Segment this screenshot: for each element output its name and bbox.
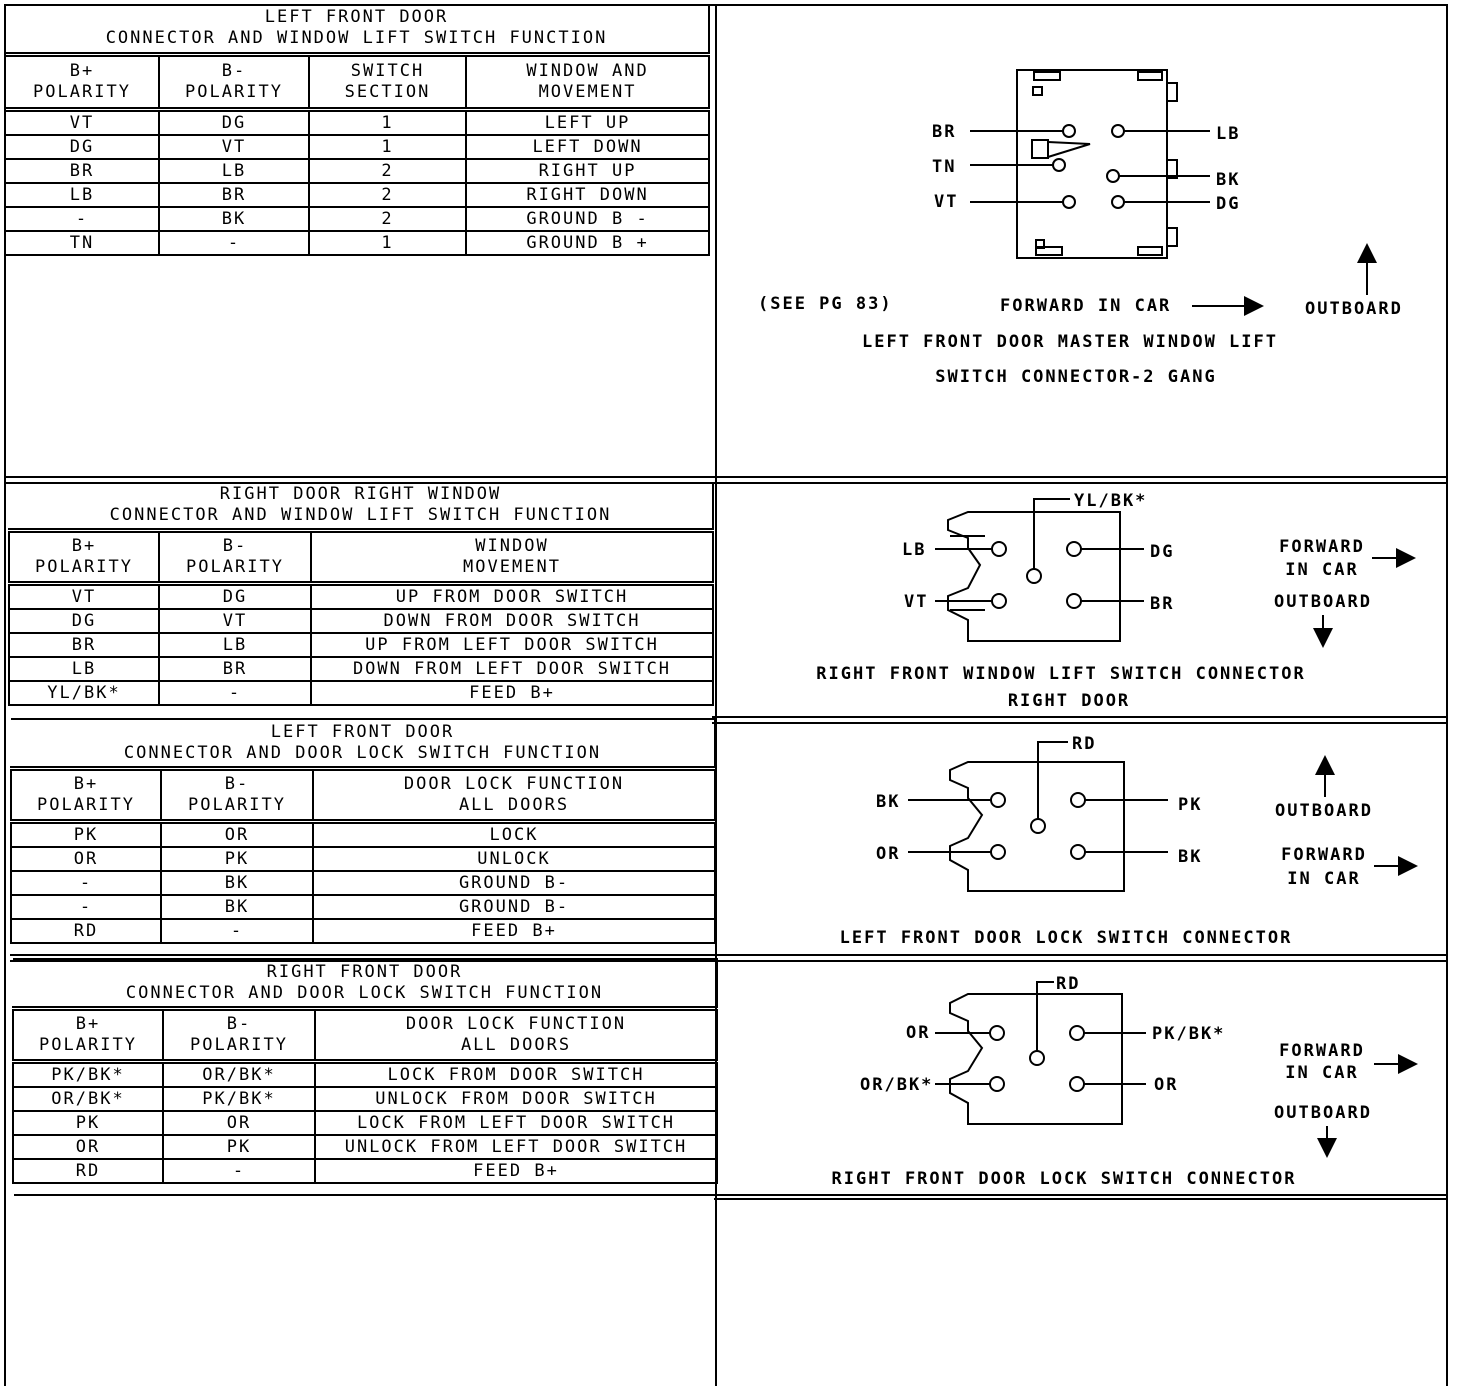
header-polarity: POLARITY — [37, 795, 135, 815]
cell: - — [163, 1159, 315, 1183]
label-tn: TN — [932, 157, 957, 177]
cell: - — [5, 207, 159, 231]
outboard-label: OUTBOARD — [1275, 801, 1373, 821]
cell: FEED B+ — [315, 1159, 717, 1183]
header-window-and: WINDOW AND — [526, 61, 649, 81]
cell: RD — [13, 1159, 163, 1183]
pin-or — [991, 845, 1005, 859]
cell: DOWN FROM DOOR SWITCH — [311, 609, 713, 633]
see-page-note: (SEE PG 83) — [758, 294, 893, 314]
label-pk-bk: PK/BK* — [1152, 1024, 1226, 1044]
in-car-label: IN CAR — [1285, 560, 1359, 580]
cell: PK/BK* — [163, 1087, 315, 1111]
diagram4-caption: RIGHT FRONT DOOR LOCK SWITCH CONNECTOR — [831, 1169, 1297, 1189]
cell: OR — [161, 822, 313, 848]
cell: DG — [9, 609, 159, 633]
cell: BR — [159, 657, 311, 681]
header-polarity: POLARITY — [190, 1035, 288, 1055]
cell: BK — [161, 895, 313, 919]
label-rd: RD — [1072, 734, 1097, 754]
label-lb: LB — [902, 540, 927, 560]
label-or: OR — [876, 844, 901, 864]
forward-label: FORWARD — [1281, 845, 1367, 865]
pin-tn — [1053, 159, 1065, 171]
header-polarity: POLARITY — [188, 795, 286, 815]
cell: - — [159, 681, 311, 705]
header-polarity: POLARITY — [35, 557, 133, 577]
forward-label: FORWARD — [1279, 1041, 1365, 1061]
pin-bk-left — [991, 793, 1005, 807]
header-b-minus: B- — [221, 61, 247, 81]
header-switch: SWITCH — [350, 61, 425, 81]
header-all-doors: ALL DOORS — [458, 795, 570, 815]
label-bk-left: BK — [876, 792, 901, 812]
diagram1-caption-2: SWITCH CONNECTOR-2 GANG — [935, 367, 1217, 387]
outboard-label: OUTBOARD — [1305, 299, 1403, 319]
cell: VT — [9, 584, 159, 610]
cell: LB — [159, 633, 311, 657]
header-movement: MOVEMENT — [463, 557, 561, 577]
cell: LB — [9, 657, 159, 681]
outboard-label: OUTBOARD — [1274, 1103, 1372, 1123]
cell: FEED B+ — [313, 919, 715, 943]
cell: LOCK FROM DOOR SWITCH — [315, 1062, 717, 1088]
header-b-plus: B+ — [71, 536, 97, 556]
pin-dg — [1067, 542, 1081, 556]
cell: GROUND B- — [313, 871, 715, 895]
diagram2-caption: RIGHT FRONT WINDOW LIFT SWITCH CONNECTOR — [816, 664, 1306, 684]
header-all-doors: ALL DOORS — [460, 1035, 572, 1055]
cell: - — [11, 895, 161, 919]
pin-or-bk — [990, 1077, 1004, 1091]
label-dg: DG — [1150, 542, 1175, 562]
cell: VT — [159, 135, 309, 159]
header-b-plus: B+ — [75, 1014, 101, 1034]
diagram1-caption: LEFT FRONT DOOR MASTER WINDOW LIFT — [862, 332, 1278, 352]
cell: DG — [159, 584, 311, 610]
cell: 2 — [309, 159, 466, 183]
cell: GROUND B + — [466, 231, 709, 255]
outboard-label: OUTBOARD — [1274, 592, 1372, 612]
table1-title: LEFT FRONT DOOR — [264, 7, 449, 27]
label-lb: LB — [1216, 124, 1241, 144]
cell: OR — [13, 1135, 163, 1159]
pin-yl-bk — [1027, 569, 1041, 583]
label-vt: VT — [934, 192, 959, 212]
label-or-left: OR — [906, 1023, 931, 1043]
cell: YL/BK* — [9, 681, 159, 705]
pin-br — [1063, 125, 1075, 137]
cell: BK — [159, 207, 309, 231]
pin-dg — [1112, 196, 1124, 208]
cell: LOCK — [313, 822, 715, 848]
label-bk: BK — [1216, 170, 1241, 190]
cell: 2 — [309, 183, 466, 207]
pin-vt — [992, 594, 1006, 608]
header-polarity: POLARITY — [39, 1035, 137, 1055]
cell: TN — [5, 231, 159, 255]
cell: BK — [161, 871, 313, 895]
pin-pk-bk — [1070, 1026, 1084, 1040]
cell: LEFT DOWN — [466, 135, 709, 159]
label-or-right: OR — [1154, 1075, 1179, 1095]
cell: BR — [9, 633, 159, 657]
cell: BR — [159, 183, 309, 207]
pin-vt — [1063, 196, 1075, 208]
cell: UNLOCK — [313, 847, 715, 871]
forward-in-car-label: FORWARD IN CAR — [1000, 296, 1172, 316]
label-or-bk: OR/BK* — [860, 1075, 934, 1095]
pin-pk — [1071, 793, 1085, 807]
cell: PK/BK* — [13, 1062, 163, 1088]
in-car-label: IN CAR — [1285, 1063, 1359, 1083]
cell: DG — [159, 110, 309, 136]
pin-or-right — [1070, 1077, 1084, 1091]
cell: GROUND B- — [313, 895, 715, 919]
table2-title: RIGHT DOOR RIGHT WINDOW — [219, 484, 502, 504]
diagram3-caption: LEFT FRONT DOOR LOCK SWITCH CONNECTOR — [839, 928, 1293, 948]
cell: GROUND B - — [466, 207, 709, 231]
label-vt: VT — [904, 592, 929, 612]
cell: 1 — [309, 110, 466, 136]
cell: UP FROM DOOR SWITCH — [311, 584, 713, 610]
table4-subtitle: CONNECTOR AND DOOR LOCK SWITCH FUNCTION — [125, 983, 604, 1003]
table2-subtitle: CONNECTOR AND WINDOW LIFT SWITCH FUNCTION — [109, 505, 612, 525]
in-car-label: IN CAR — [1287, 869, 1361, 889]
pin-bk — [1107, 170, 1119, 182]
cell: VT — [159, 609, 311, 633]
cell: LB — [5, 183, 159, 207]
pin-bk-right — [1071, 845, 1085, 859]
header-door-lock-function: DOOR LOCK FUNCTION — [403, 774, 625, 794]
label-dg: DG — [1216, 194, 1241, 214]
label-yl-bk: YL/BK* — [1074, 491, 1148, 511]
header-polarity: POLARITY — [185, 82, 283, 102]
cell: DOWN FROM LEFT DOOR SWITCH — [311, 657, 713, 681]
cell: - — [161, 919, 313, 943]
header-b-minus: B- — [226, 1014, 252, 1034]
header-b-minus: B- — [224, 774, 250, 794]
cell: UNLOCK FROM DOOR SWITCH — [315, 1087, 717, 1111]
cell: FEED B+ — [311, 681, 713, 705]
cell: OR — [163, 1111, 315, 1135]
table1-subtitle: CONNECTOR AND WINDOW LIFT SWITCH FUNCTION — [105, 28, 608, 48]
cell: RD — [11, 919, 161, 943]
cell: DG — [5, 135, 159, 159]
label-rd: RD — [1056, 974, 1081, 994]
cell: LB — [159, 159, 309, 183]
cell: LEFT UP — [466, 110, 709, 136]
cell: RIGHT UP — [466, 159, 709, 183]
cell: PK — [11, 822, 161, 848]
header-b-minus: B- — [222, 536, 248, 556]
cell: OR/BK* — [163, 1062, 315, 1088]
cell: UNLOCK FROM LEFT DOOR SWITCH — [315, 1135, 717, 1159]
pin-br — [1067, 594, 1081, 608]
label-pk: PK — [1178, 795, 1203, 815]
cell: RIGHT DOWN — [466, 183, 709, 207]
cell: 1 — [309, 135, 466, 159]
cell: PK — [13, 1111, 163, 1135]
pin-rd — [1031, 819, 1045, 833]
header-section: SECTION — [344, 82, 431, 102]
cell: LOCK FROM LEFT DOOR SWITCH — [315, 1111, 717, 1135]
table3-subtitle: CONNECTOR AND DOOR LOCK SWITCH FUNCTION — [123, 743, 602, 763]
cell: - — [11, 871, 161, 895]
table3-title: LEFT FRONT DOOR — [270, 722, 455, 742]
cell: OR — [11, 847, 161, 871]
cell: PK — [161, 847, 313, 871]
header-window: WINDOW — [475, 536, 549, 556]
label-br: BR — [1150, 594, 1175, 614]
pin-lb — [1112, 125, 1124, 137]
label-br: BR — [932, 122, 957, 142]
cell: 2 — [309, 207, 466, 231]
header-b-plus: B+ — [73, 774, 99, 794]
pin-lb — [992, 542, 1006, 556]
header-b-plus: B+ — [69, 61, 95, 81]
cell: PK — [163, 1135, 315, 1159]
table4-title: RIGHT FRONT DOOR — [266, 962, 463, 982]
pin-rd — [1030, 1051, 1044, 1065]
label-bk-right: BK — [1178, 847, 1203, 867]
cell: - — [159, 231, 309, 255]
cell: VT — [5, 110, 159, 136]
diagram2-caption-2: RIGHT DOOR — [1007, 691, 1131, 711]
header-movement: MOVEMENT — [538, 82, 637, 102]
cell: BR — [5, 159, 159, 183]
header-door-lock-function: DOOR LOCK FUNCTION — [405, 1014, 627, 1034]
header-polarity: POLARITY — [186, 557, 284, 577]
forward-label: FORWARD — [1279, 537, 1365, 557]
cell: OR/BK* — [13, 1087, 163, 1111]
cell: 1 — [309, 231, 466, 255]
cell: UP FROM LEFT DOOR SWITCH — [311, 633, 713, 657]
pin-or-left — [990, 1026, 1004, 1040]
header-polarity: POLARITY — [33, 82, 131, 102]
